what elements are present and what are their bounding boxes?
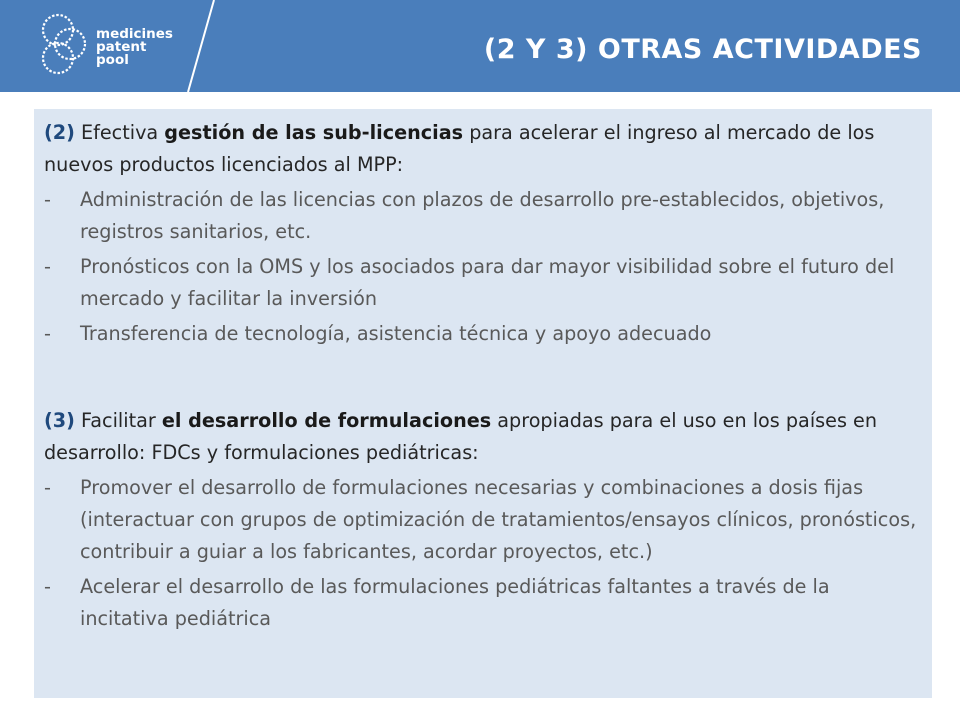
section-3-bullet — [44, 571, 924, 635]
section-2-bullet — [44, 184, 924, 248]
section-3-intro-post: apropiadas para el uso en los países en desarrollo: FDCs y formulaciones pediátricas: — [44, 409, 878, 464]
section-2-number: (2) — [44, 121, 75, 144]
header-bar — [0, 0, 960, 92]
bullet-dash: - — [44, 575, 51, 598]
logo-wordmark — [96, 28, 173, 67]
section-2 — [44, 117, 924, 350]
section-3-number: (3) — [44, 409, 75, 432]
section-2-bullet-text: Administración de las licencias con plazos de desarrollo pre-establecidos, objetivos, registros sanitarios, etc. — [80, 188, 885, 243]
bullet-dash: - — [44, 255, 51, 278]
section-2-intro — [44, 117, 924, 181]
medicines-patent-pool-logo-icon — [36, 10, 96, 80]
page-title: (2 Y 3) OTRAS ACTIVIDADES — [483, 34, 922, 65]
section-3-bullet — [44, 472, 924, 568]
bullet-dash: - — [44, 188, 51, 211]
section-3-intro-bold: el desarrollo de formulaciones — [161, 409, 492, 432]
header-divider-line — [185, 0, 225, 92]
section-2-bullet-text: Transferencia de tecnología, asistencia técnica y apoyo adecuado — [80, 322, 712, 345]
logo-line-1: medicines — [96, 26, 173, 42]
section-2-intro-post: para acelerar el ingreso al mercado de los nuevos productos licenciados al MPP: — [44, 121, 875, 176]
section-3-intro-pre: Facilitar — [74, 409, 162, 432]
bullet-dash: - — [44, 322, 51, 345]
logo-line-2: patent — [96, 39, 147, 55]
section-3-bullet-text: Promover el desarrollo de formulaciones necesarias y combinaciones a dosis fijas (interactuar con grupos de optimización de tratamientos/ensayos clínicos, pronósticos, contribuir a guiar a los fabricantes, acordar proyectos, etc.) — [80, 476, 917, 563]
bullet-dash: - — [44, 476, 51, 499]
section-2-bullet — [44, 318, 924, 350]
section-2-bullet — [44, 251, 924, 315]
section-2-intro-pre: Efectiva — [74, 121, 165, 144]
logo-line-3: pool — [96, 52, 129, 68]
section-2-bullet-text: Pronósticos con la OMS y los asociados para dar mayor visibilidad sobre el futuro del mercado y facilitar la inversión — [80, 255, 895, 310]
section-3 — [44, 405, 924, 635]
section-2-intro-bold: gestión de las sub-licencias — [164, 121, 464, 144]
section-3-intro — [44, 405, 924, 469]
content-panel — [34, 109, 932, 698]
section-3-bullet-text: Acelerar el desarrollo de las formulaciones pediátricas faltantes a través de la incitativa pediátrica — [80, 575, 830, 630]
